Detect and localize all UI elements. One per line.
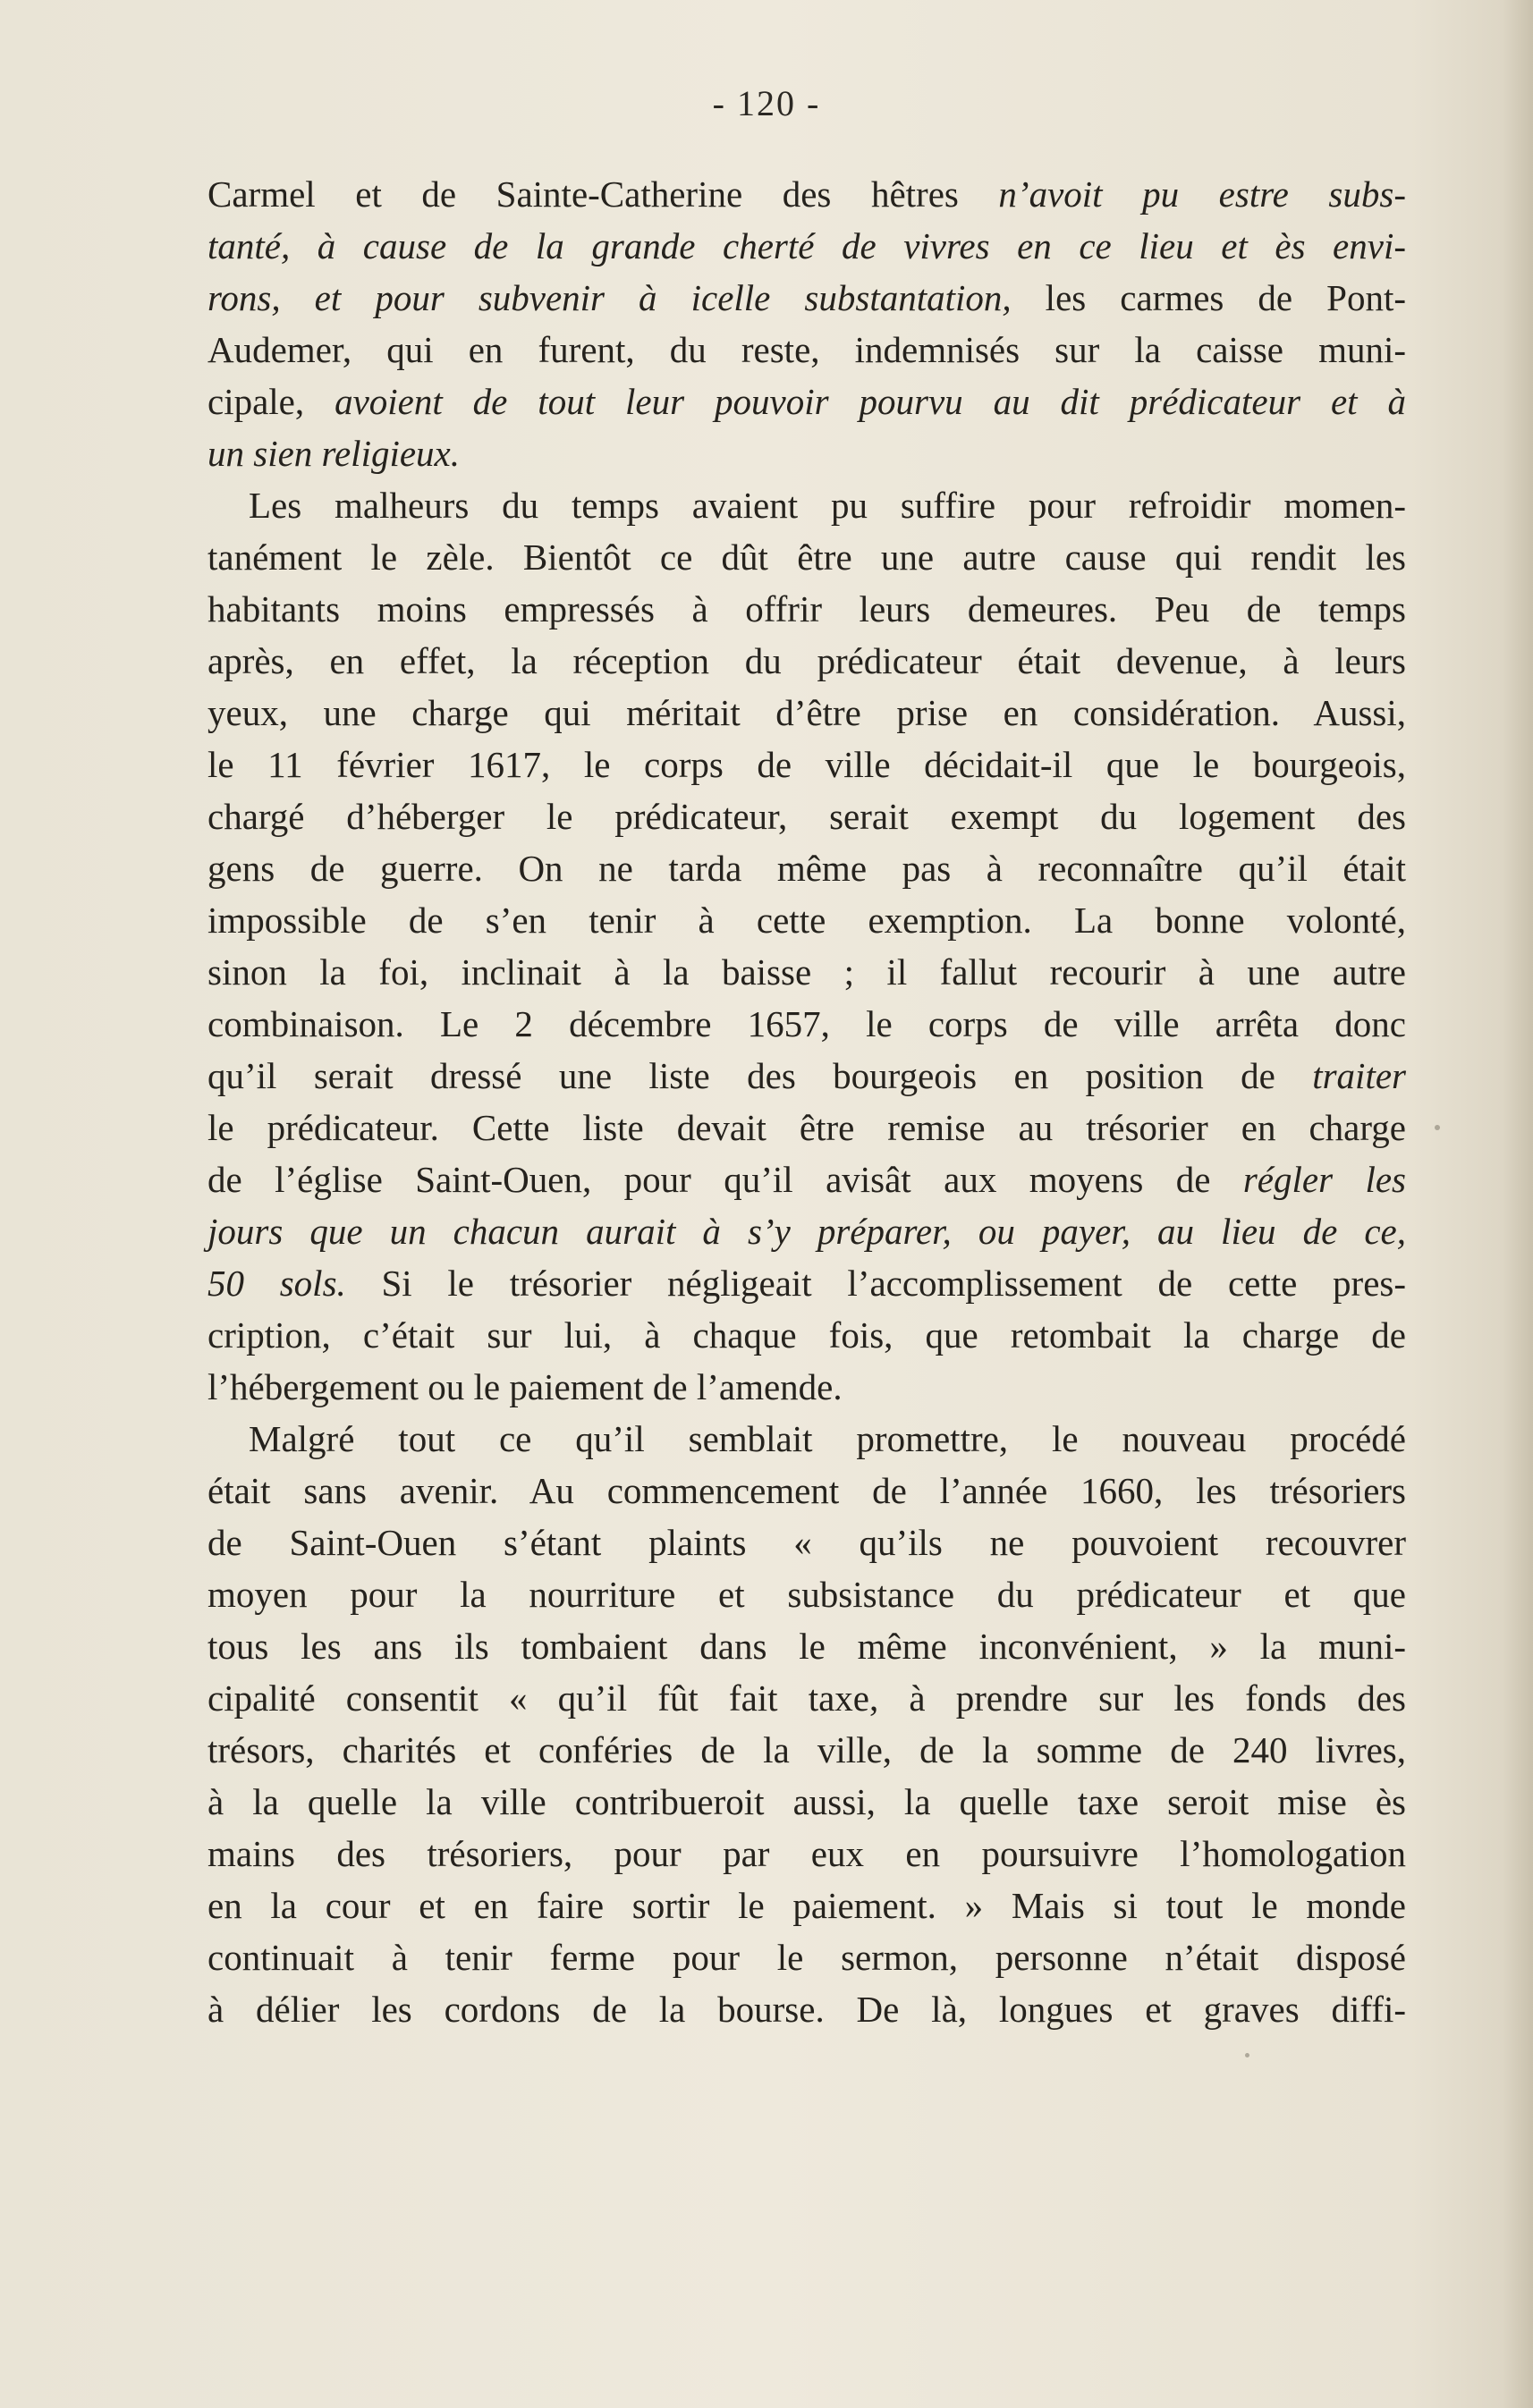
text-line: [208, 1931, 1406, 1983]
text-line: [208, 790, 1406, 842]
text-line: [208, 1050, 1406, 1102]
text-line: [208, 739, 1406, 790]
text-line: [208, 1465, 1406, 1517]
text-line: [208, 1724, 1406, 1776]
text-line: [208, 479, 1406, 531]
text-segment: tanément le zèle. Bientôt ce dût être une autre cause qui rendit les: [208, 537, 1406, 578]
text-line: [208, 894, 1406, 946]
text-segment: sinon la foi, inclinait à la baisse ; il fallut recourir à une autre: [208, 951, 1406, 993]
text-segment: cipalité consentit « qu’il fût fait taxe, à prendre sur les fonds des: [208, 1677, 1406, 1719]
paper-speck: [1245, 2053, 1249, 2057]
italic-text: tanté, à cause de la grande cherté de vivres en ce lieu et ès envi-: [208, 225, 1406, 266]
body-text: [208, 168, 1406, 2035]
italic-text: n’avoit pu estre subs-: [998, 173, 1406, 215]
text-line: [208, 427, 1406, 479]
text-line: [208, 1672, 1406, 1724]
text-segment: les carmes de Pont-: [1011, 277, 1406, 318]
text-line: [208, 1517, 1406, 1568]
text-line: [208, 1361, 1406, 1413]
text-segment: Audemer, qui en furent, du reste, indemnisés sur la caisse muni-: [208, 329, 1406, 370]
italic-text: 50 sols.: [208, 1263, 346, 1304]
text-segment: habitants moins empressés à offrir leurs demeures. Peu de temps: [208, 588, 1406, 629]
italic-text: régler les: [1242, 1159, 1406, 1200]
paper-speck: [1435, 1125, 1440, 1130]
text-line: [208, 842, 1406, 894]
text-segment: Les malheurs du temps avaient pu suffire pour refroidir momen-: [249, 485, 1406, 526]
text-segment: cription, c’était sur lui, à chaque fois, que retombait la charge de: [208, 1314, 1406, 1356]
text-line: [208, 220, 1406, 272]
text-segment: continuait à tenir ferme pour le sermon, personne n’était disposé: [208, 1937, 1406, 1978]
text-segment: qu’il serait dressé une liste des bourgeois en position de: [208, 1055, 1313, 1096]
text-line: [208, 1153, 1406, 1205]
text-line: [208, 635, 1406, 687]
text-segment: à la quelle la ville contribueroit aussi, la quelle taxe seroit mise ès: [208, 1781, 1406, 1822]
text-line: [208, 272, 1406, 324]
text-line: [208, 1257, 1406, 1309]
text-segment: combinaison. Le 2 décembre 1657, le corps de ville arrêta donc: [208, 1003, 1406, 1044]
text-segment: l’hébergement ou le paiement de l’amende.: [208, 1366, 843, 1407]
text-line: [208, 1620, 1406, 1672]
text-segment: le prédicateur. Cette liste devait être remise au trésorier en charge: [208, 1107, 1406, 1148]
text-line: [208, 168, 1406, 220]
text-line: [208, 687, 1406, 739]
italic-text: un sien religieux.: [208, 433, 460, 474]
text-segment: cipale,: [208, 381, 335, 422]
text-segment: yeux, une charge qui méritait d’être prise en considération. Aussi,: [208, 692, 1406, 733]
text-line: [208, 998, 1406, 1050]
text-segment: à délier les cordons de la bourse. De là, longues et graves diffi-: [208, 1989, 1406, 2030]
text-segment: de l’église Saint-Ouen, pour qu’il avisât aux moyens de: [208, 1159, 1243, 1200]
text-line: [208, 324, 1406, 376]
text-segment: Malgré tout ce qu’il semblait promettre, le nouveau procédé: [249, 1418, 1406, 1459]
text-segment: chargé d’héberger le prédicateur, serait exempt du logement des: [208, 796, 1406, 837]
text-line: [208, 531, 1406, 583]
text-line: [208, 1309, 1406, 1361]
text-segment: de Saint-Ouen s’étant plaints « qu’ils ne pouvoient recouvrer: [208, 1522, 1406, 1563]
text-line: [208, 1568, 1406, 1620]
text-line: [208, 946, 1406, 998]
text-segment: était sans avenir. Au commencement de l’année 1660, les trésoriers: [208, 1470, 1406, 1511]
page-number: - 120 -: [712, 83, 821, 123]
text-segment: tous les ans ils tombaient dans le même inconvénient, » la muni-: [208, 1626, 1406, 1667]
text-segment: impossible de s’en tenir à cette exemption. La bonne volonté,: [208, 900, 1406, 941]
text-line: [208, 1983, 1406, 2035]
text-segment: le 11 février 1617, le corps de ville décidait-il que le bourgeois,: [208, 744, 1406, 785]
text-line: [208, 1205, 1406, 1257]
text-line: [208, 583, 1406, 635]
text-line: [208, 1880, 1406, 1931]
text-line: [208, 1413, 1406, 1465]
text-segment: Carmel et de Sainte-Catherine des hêtres: [208, 173, 999, 215]
text-segment: en la cour et en faire sortir le paiement. » Mais si tout le monde: [208, 1885, 1406, 1926]
italic-text: rons, et pour subvenir à icelle substantation,: [208, 277, 1012, 318]
text-segment: moyen pour la nourriture et subsistance du prédicateur et que: [208, 1574, 1406, 1615]
text-segment: trésors, charités et conféries de la ville, de la somme de 240 livres,: [208, 1729, 1406, 1770]
text-segment: mains des trésoriers, pour par eux en poursuivre l’homologation: [208, 1833, 1406, 1874]
text-line: [208, 376, 1406, 427]
text-segment: gens de guerre. On ne tarda même pas à reconnaître qu’il était: [208, 848, 1406, 889]
text-line: [208, 1102, 1406, 1153]
text-segment: Si le trésorier négligeait l’accomplissement de cette pres-: [345, 1263, 1406, 1304]
text-line: [208, 1776, 1406, 1828]
italic-text: traiter: [1312, 1055, 1406, 1096]
italic-text: jours que un chacun aurait à s’y préparer, ou payer, au lieu de ce,: [208, 1211, 1406, 1252]
text-segment: après, en effet, la réception du prédicateur était devenue, à leurs: [208, 640, 1406, 681]
text-line: [208, 1828, 1406, 1880]
italic-text: avoient de tout leur pouvoir pourvu au dit prédicateur et à: [335, 381, 1406, 422]
